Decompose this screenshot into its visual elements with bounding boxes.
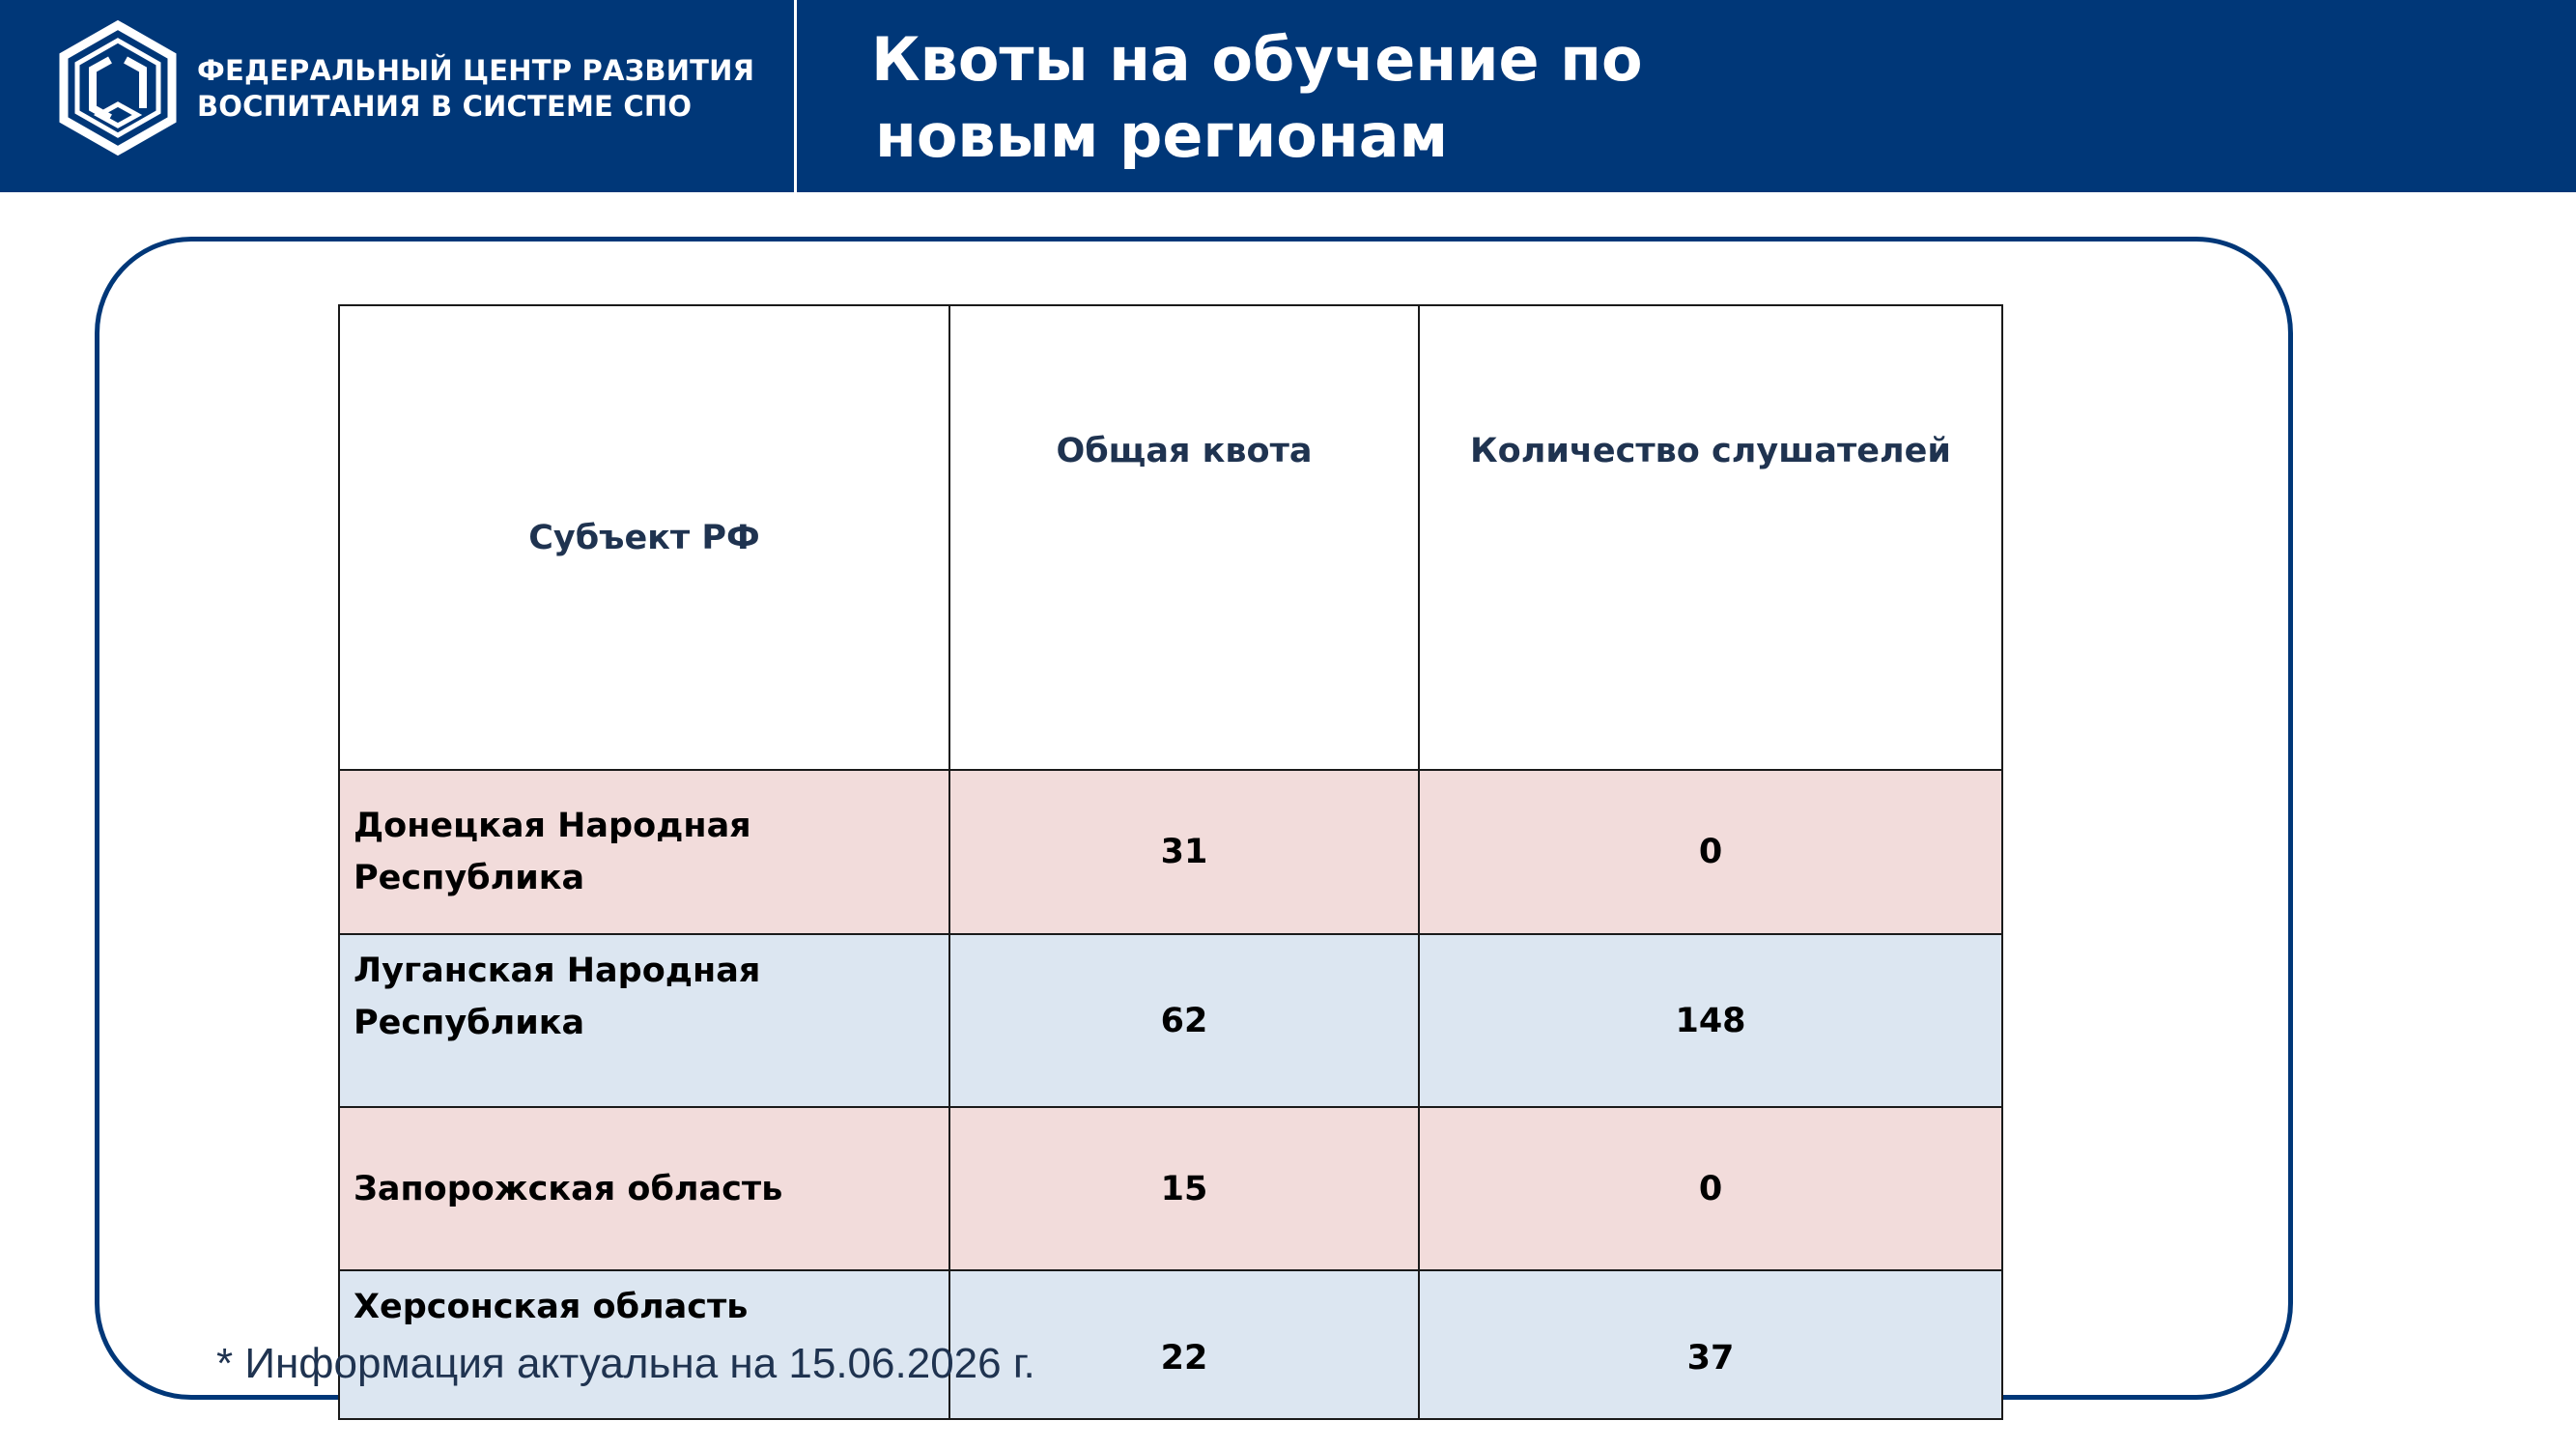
listeners-cell: 0 bbox=[1419, 770, 2002, 934]
listeners-cell: 148 bbox=[1419, 934, 2002, 1107]
region-cell bbox=[339, 1107, 949, 1270]
region-name: Запорожская область bbox=[354, 1169, 783, 1208]
table-row bbox=[339, 770, 2002, 934]
organization-name-line2: ВОСПИТАНИЯ В СИСТЕМЕ СПО bbox=[197, 90, 693, 123]
quota-cell: 22 bbox=[949, 1270, 1419, 1419]
hexagon-spo-logo-icon bbox=[54, 19, 182, 156]
quota-cell: 31 bbox=[949, 770, 1419, 934]
organization-name bbox=[197, 53, 754, 125]
footnote: * Информация актуальна на 15.06.2026 г. bbox=[216, 1340, 1035, 1387]
column-header-listeners-count: Количество слушателей bbox=[1419, 305, 2002, 770]
header-divider bbox=[794, 0, 797, 192]
listeners-cell: 37 bbox=[1419, 1270, 2002, 1419]
page-title-line1: Квоты на обучение по bbox=[871, 24, 1643, 95]
region-name: Херсонская область bbox=[354, 1288, 749, 1326]
page-title-line2: новым регионам bbox=[875, 100, 1449, 171]
page-title bbox=[871, 21, 1643, 174]
header-bar bbox=[0, 0, 2576, 192]
table-row bbox=[339, 934, 2002, 1107]
region-cell bbox=[339, 934, 949, 1107]
organization-name-line1: ФЕДЕРАЛЬНЫЙ ЦЕНТР РАЗВИТИЯ bbox=[197, 54, 755, 87]
region-name-line2: Республика bbox=[354, 1004, 585, 1042]
quota-cell: 62 bbox=[949, 934, 1419, 1107]
quota-table bbox=[338, 304, 2003, 1420]
region-name-line1: Луганская Народная bbox=[354, 952, 761, 990]
column-header-region: Субъект РФ bbox=[339, 305, 949, 770]
table-header-row bbox=[339, 305, 2002, 770]
region-cell bbox=[339, 770, 949, 934]
table-row bbox=[339, 1107, 2002, 1270]
column-header-total-quota: Общая квота bbox=[949, 305, 1419, 770]
listeners-cell: 0 bbox=[1419, 1107, 2002, 1270]
region-name: Донецкая Народная Республика bbox=[354, 807, 751, 897]
quota-cell: 15 bbox=[949, 1107, 1419, 1270]
